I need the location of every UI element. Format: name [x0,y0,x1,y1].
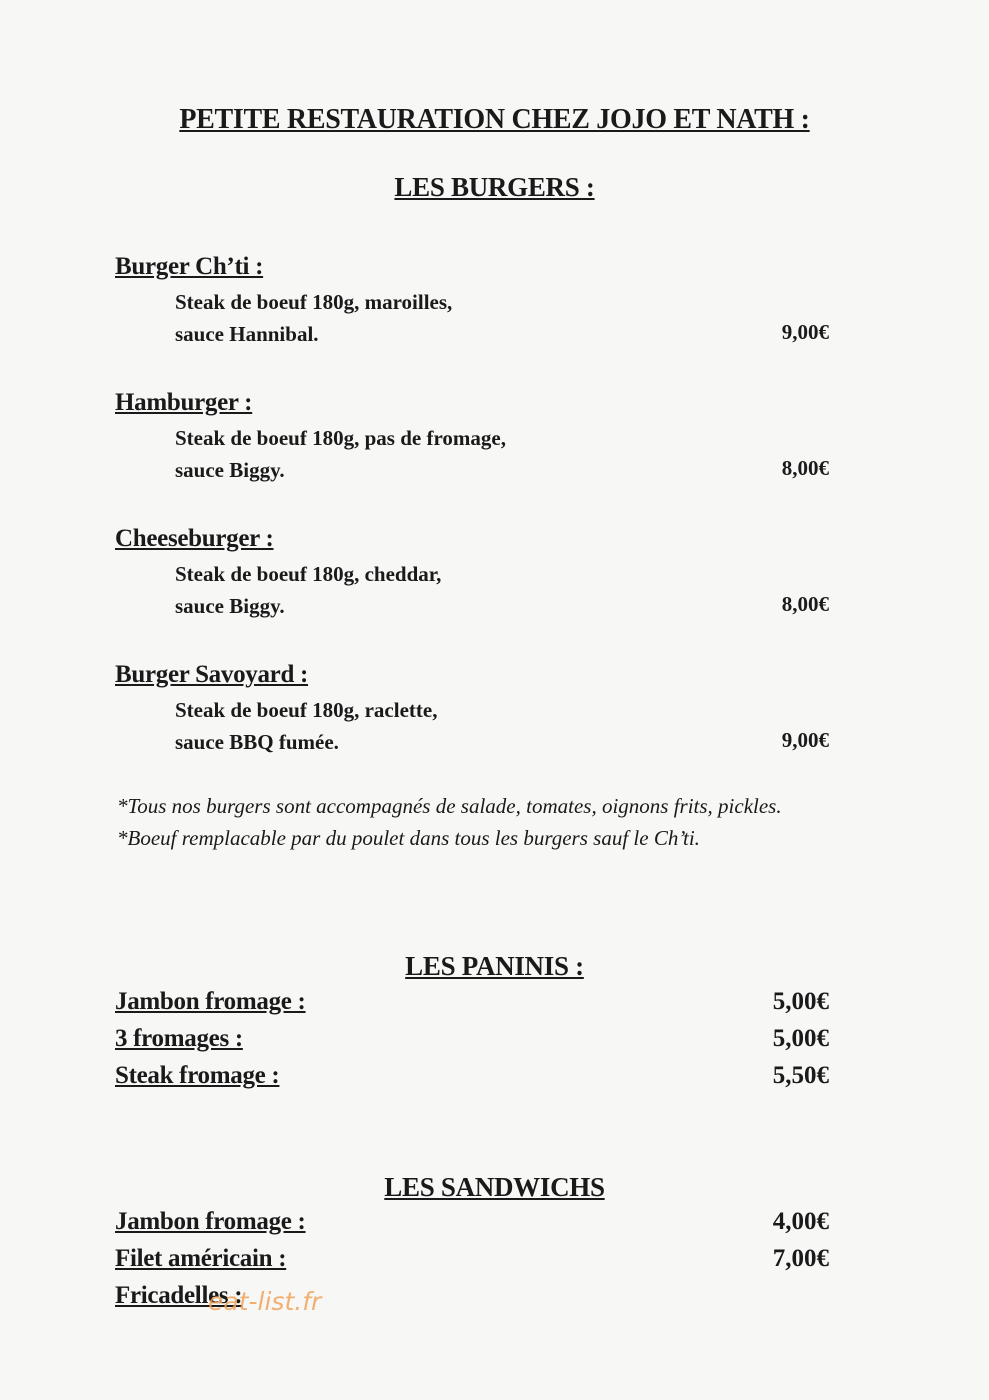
note-line: *Tous nos burgers sont accompagnés de salade, tomates, oignons frits, pickles. [117,794,782,818]
panini-name: 3 fromages : [115,1025,243,1052]
burger-description [175,694,437,758]
panini-name: Jambon fromage : [115,988,306,1015]
sandwich-name: Filet américain : [115,1245,287,1272]
burger-name: Hamburger : [115,389,253,416]
section-heading-paninis: LES PANINIS : [405,951,584,981]
burger-name: Cheeseburger : [115,525,274,552]
note-line: *Boeuf remplacable par du poulet dans tous les burgers sauf le Ch’ti. [117,826,700,850]
burger-price: 8,00€ [781,456,829,480]
burger-name: Burger Savoyard : [115,661,309,688]
panini-price: 5,00€ [772,1025,829,1052]
burger-description-line: sauce Hannibal. [175,322,319,346]
page-title: PETITE RESTAURATION CHEZ JOJO ET NATH : [179,104,810,135]
burger-notes [117,790,817,854]
burger-price: 8,00€ [781,592,829,616]
section-heading-burgers: LES BURGERS : [394,172,595,202]
burger-description-line: sauce Biggy. [175,594,285,618]
panini-price: 5,00€ [772,988,829,1015]
burger-description-line: Steak de boeuf 180g, pas de fromage, [175,426,506,450]
burger-description [175,558,441,622]
burger-price: 9,00€ [781,728,829,752]
burger-description-line: sauce Biggy. [175,458,285,482]
burger-description-line: sauce BBQ fumée. [175,730,339,754]
sandwich-name: Jambon fromage : [115,1208,306,1235]
burger-name: Burger Ch’ti : [115,253,264,280]
burger-price: 9,00€ [781,320,829,344]
panini-price: 5,50€ [772,1062,829,1089]
sandwich-name: Fricadelles : [115,1282,243,1309]
burger-description-line: Steak de boeuf 180g, raclette, [175,698,438,722]
sandwich-price: 4,00€ [772,1208,829,1235]
watermark-logo: eat-list.fr [208,1287,322,1316]
burger-description-line: Steak de boeuf 180g, maroilles, [175,290,453,314]
burger-description [175,286,452,350]
sandwich-price: 7,00€ [772,1245,829,1272]
burger-description [175,422,506,486]
burger-description-line: Steak de boeuf 180g, cheddar, [175,562,442,586]
section-heading-sandwichs: LES SANDWICHS [384,1172,605,1202]
panini-name: Steak fromage : [115,1062,280,1089]
